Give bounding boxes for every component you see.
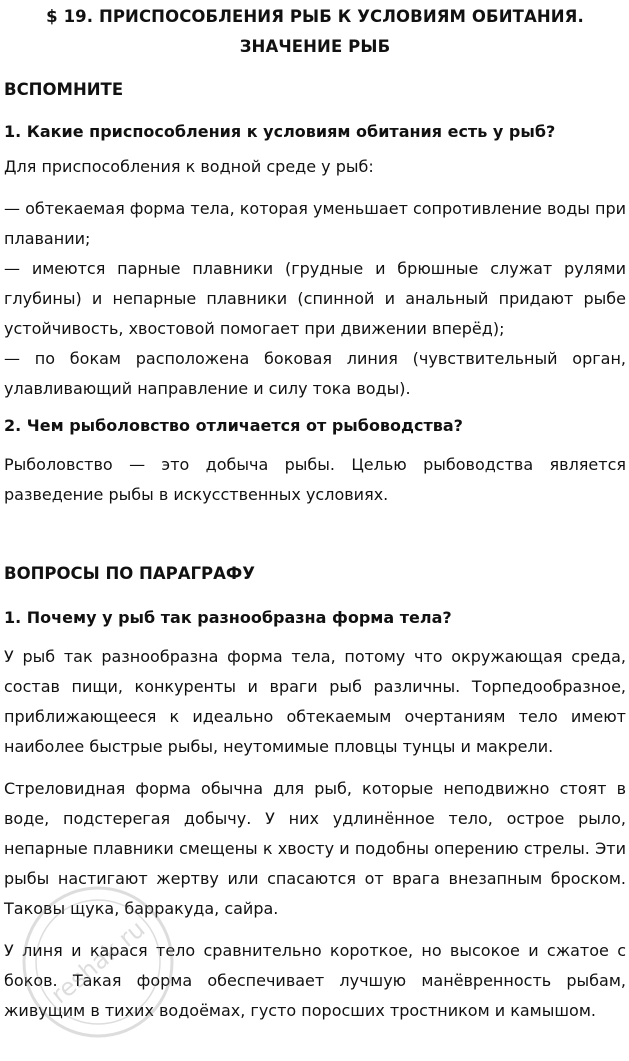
adaptation-item-2: — имеются парные плавники (грудные и брюшные служат рулями глубины) и непарные плавники (спинной и анальный придают рыбе устойчивость, хвостовой помогает при движении вперёд); xyxy=(4,259,626,338)
question-2-answer: Рыболовство — это добыча рыбы. Целью рыбоводства является разведение рыбы в искусственных условиях. xyxy=(4,455,626,504)
page-title xyxy=(4,2,626,62)
page-title-line-1: $ 19. ПРИСПОСОБЛЕНИЯ РЫБ К УСЛОВИЯМ ОБИТАНИЯ. xyxy=(46,7,584,26)
reshak-watermark xyxy=(18,882,178,1042)
section-heading-paragraph-questions: ВОПРОСЫ ПО ПАРАГРАФУ xyxy=(4,564,255,583)
answer-paragraph-3: У линя и карася тело сравнительно короткое, но высокое и сжатое с боков. Такая форма обеспечивает лучшую манёвренность рыбам, живущим в тихих водоёмах, густо поросших тростником и камышом. xyxy=(4,941,626,1020)
question-2-heading: 2. Чем рыболовство отличается от рыбоводства? xyxy=(4,416,463,435)
paragraph-question-1-heading: 1. Почему у рыб так разнообразна форма тела? xyxy=(4,608,452,627)
question-1-intro: Для приспособления к водной среде у рыб: xyxy=(4,157,374,176)
answer-paragraph-1: У рыб так разнообразна форма тела, потому что окружающая среда, состав пищи, конкуренты и враги рыб различны. Торпедообразное, приближающееся к идеально обтекаемым очертаниям тело имеют наиболее быстрые рыбы, неутомимые пловцы тунцы и макрели. xyxy=(4,647,626,756)
adaptation-item-1: — обтекаемая форма тела, которая уменьшает сопротивление воды при плавании; xyxy=(4,199,626,248)
question-1-heading: 1. Какие приспособления к условиям обитания есть у рыб? xyxy=(4,122,556,141)
page-title-line-2: ЗНАЧЕНИЕ РЫБ xyxy=(239,37,391,56)
watermark-text: reshak.ru xyxy=(45,914,151,1010)
adaptation-item-3: — по бокам расположена боковая линия (чувствительный орган, улавливающий направление и силу тока воды). xyxy=(4,349,626,398)
section-heading-remember: ВСПОМНИТЕ xyxy=(4,80,124,99)
document-page xyxy=(4,0,626,1026)
answer-paragraph-2: Стреловидная форма обычна для рыб, которые неподвижно стоят в воде, подстерегая добычу. У них удлинённое тело, острое рыло, непарные плавники смещены к хвосту и подобны оперению стрелы. Эти рыбы настигают жертву или спасаются от врага внезапным броском. Таковы щука, барракуда, сайра. xyxy=(4,779,626,918)
